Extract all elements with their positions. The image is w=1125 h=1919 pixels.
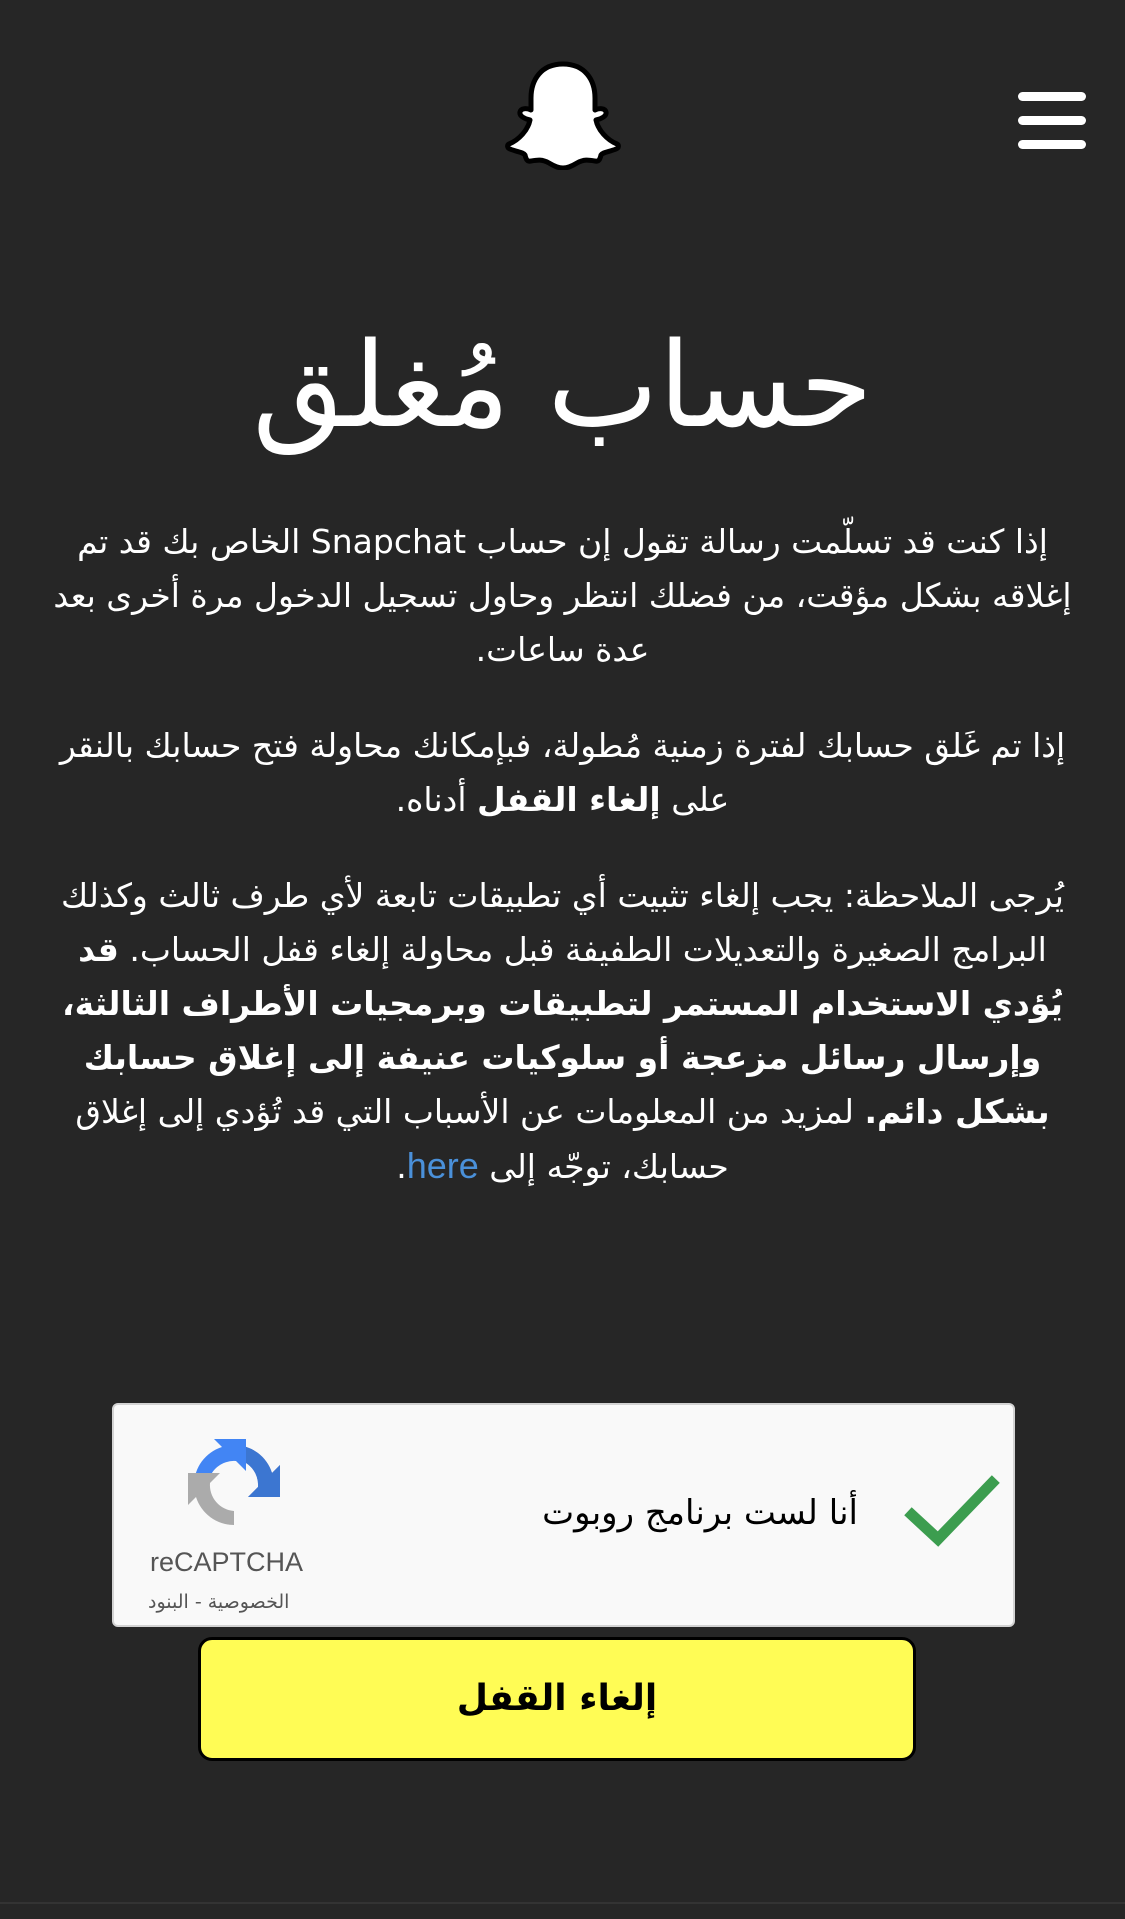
header xyxy=(0,0,1125,180)
p2-text: إذا تم غَلق حسابك لفترة زمنية مُطولة، فبإمكانك محاولة فتح حسابك بالنقر على xyxy=(59,726,1066,819)
divider xyxy=(0,1902,1125,1904)
recaptcha-widget xyxy=(112,1403,1015,1627)
paragraph-note xyxy=(40,869,1085,1194)
menu-bar xyxy=(1018,116,1086,125)
recaptcha-logo-icon xyxy=(184,1435,284,1535)
snapchat-ghost-icon[interactable] xyxy=(505,58,621,170)
paragraph-extended-lock xyxy=(40,719,1085,827)
note-text: يُرجى الملاحظة: يجب إلغاء تثبيت أي تطبيقات تابعة لأي طرف ثالث وكذلك البرامج الصغيرة والتعديلات الطفيفة قبل محاولة إلغاء قفل الحساب. xyxy=(61,876,1064,969)
paragraph-temporary-lock: إذا كنت قد تسلّمت رسالة تقول إن حساب Snapchat الخاص بك قد تم إغلاقه بشكل مؤقت، من فضلك انتظر وحاول تسجيل الدخول مرة أخرى بعد عدة ساعات. xyxy=(53,522,1072,669)
here-link[interactable]: here xyxy=(406,1145,479,1186)
menu-bar xyxy=(1018,140,1086,149)
unlock-button[interactable]: إلغاء القفل xyxy=(198,1637,916,1761)
checkmark-icon[interactable] xyxy=(904,1473,1000,1553)
recaptcha-label[interactable]: أنا لست برنامج روبوت xyxy=(542,1493,858,1533)
unlock-reference: إلغاء القفل xyxy=(477,780,661,819)
p2-end: أدناه. xyxy=(395,780,477,819)
recaptcha-terms-link[interactable]: الخصوصية - البنود xyxy=(148,1591,290,1613)
recaptcha-brand: reCAPTCHA xyxy=(150,1547,304,1577)
page-title: حساب مُغلق xyxy=(252,316,873,454)
menu-button[interactable] xyxy=(1018,92,1086,150)
body-text xyxy=(40,515,1085,1236)
note-end: . xyxy=(396,1147,407,1186)
checkmark-stroke xyxy=(912,1483,992,1539)
note-more-info: لمزيد من المعلومات عن الأسباب التي قد تُؤدي إلى إغلاق حسابك، توجّه إلى xyxy=(75,1092,865,1186)
menu-bar xyxy=(1018,92,1086,101)
note-warning: قد يُؤدي الاستخدام المستمر لتطبيقات وبرمجيات الأطراف الثالثة، وإرسال رسائل مزعجة أو سلوكيات عنيفة إلى إغلاق حسابك بشكل دائم. xyxy=(62,930,1063,1131)
